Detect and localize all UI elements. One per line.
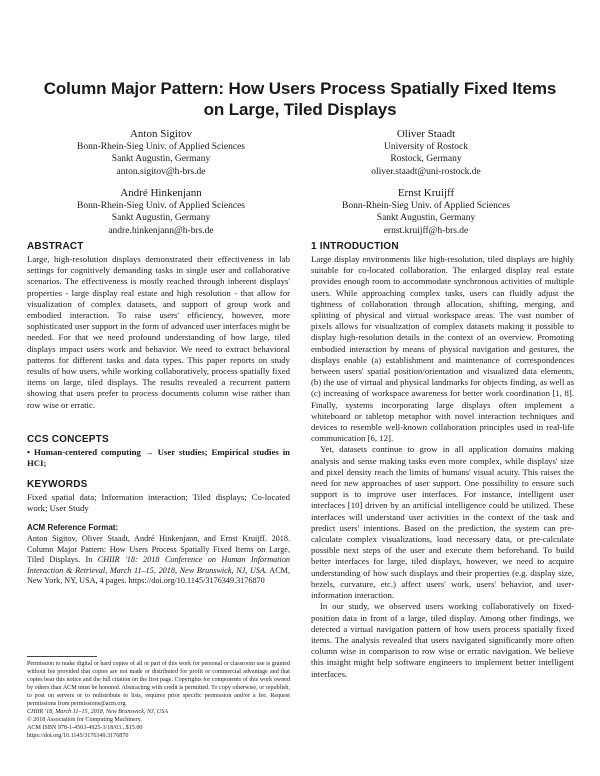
ccs-text — [27, 447, 290, 469]
author-name: Anton Sigitov — [129, 128, 193, 140]
author-affiliation: University of Rostock — [384, 142, 468, 152]
author-affiliation: Bonn-Rhein-Sieg Univ. of Applied Sciences — [342, 201, 510, 211]
introduction-text — [311, 254, 574, 680]
introduction-paragraph-1: Large display environments like high-resolution, tiled displays are highly suitable for co-located collaboration. The enlarged display real estate provides enough room to accommodate synchronous activities of multiple users. While approaching complex tasks, users can fluidly adjust the tightness of collaboration through allocation, shifting, merging, and splitting of physical and virtual workspace areas. The vast number of pixels allows for visualization of complex datasets making it possible to display high-resolution details in the context of an overview. Promoting embodied interaction by means of physical navigation and gestures, the displays enable (a) establishment and maintenance of correspondences between users' spatial position/orientation and visualized data elements, (b) the use of virtual and physical landmarks for objects finding, as well as (c) increasing of workspace awareness for better work coordination [1, 8]. Finally, systems incorporating large displays often implement a whiteboard or tabletop metaphor with novel interaction techniques and devices to resemble well-known collaboration principles used in real-life communication [6, 12]. — [311, 254, 574, 444]
keywords-paragraph: Fixed spatial data; Information interaction; Tiled displays; Co-located work; User Study — [27, 492, 290, 514]
introduction-paragraph-2: Yet, datasets continue to grow in all application domains making analysis and sense making tasks even more complex, while displays' size and pixel density reach the limits of humans' visual acuity. This raises the need for new approaches of user support. One possibility to ensure such support is to improve user interfaces. For instance, intelligent user interfaces [10] driven by an artificial intelligence could be utilized. These interfaces will understand user activities in the context of the task and predict users' intentions. Based on the prediction, the system can pre-calculate complex visualizations, load necessary data, or pre-calculate possible next steps of the user and execute them beforehand. To build better interfaces for large, tiled displays, however, we need to acquire understanding of how such displays and their properties (e.g. display size, bezels, curvature, etc.) affect users' work, users' behavior, and user-information interaction. — [311, 444, 574, 601]
author-name: André Hinkenjann — [120, 187, 202, 199]
author-name: Ernst Kruijff — [397, 187, 455, 199]
author-affiliation: Bonn-Rhein-Sieg Univ. of Applied Sciences — [77, 142, 245, 152]
keywords-text — [27, 492, 290, 514]
author-location: Sankt Augustin, Germany — [111, 213, 211, 224]
author-email: andre.hinkenjann@h-brs.de — [108, 225, 214, 236]
abstract-heading: ABSTRACT — [27, 241, 84, 252]
author-affiliation: Bonn-Rhein-Sieg Univ. of Applied Sciences — [77, 201, 245, 211]
footnote-conference: CHIIR '18, March 11–15, 2018, New Brunswick, NJ, USA — [27, 709, 168, 715]
author-email: oliver.staadt@uni-rostock.de — [371, 166, 481, 177]
reference-paragraph — [27, 534, 290, 587]
footnote — [27, 660, 290, 740]
reference-heading: ACM Reference Format: — [27, 523, 119, 532]
author-block-4 — [306, 186, 546, 237]
reference-text — [27, 534, 290, 587]
author-block-3 — [41, 186, 281, 237]
author-name: Oliver Staadt — [396, 128, 456, 140]
author-block-2 — [306, 127, 546, 178]
footnote-permission: Permission to make digital or hard copies of all or part of this work for personal or classroom use is granted without fee provided that copies are not made or distributed for profit or commercial advantage and that copies bear this notice and the full citation on the first page. Copyrights for components of this work owned by others than ACM must be honored. Abstracting with credit is permitted. To copy otherwise, or republish, to post on servers or to redistribute to lists, requires prior specific permission and/or a fee. Request permissions from permissions@acm.org. — [27, 661, 290, 707]
introduction-heading: 1 INTRODUCTION — [311, 241, 399, 252]
footnote-doi: https://doi.org/10.1145/3176349.3176870 — [27, 733, 129, 739]
footnote-copyright: © 2018 Association for Computing Machinery. — [27, 717, 142, 723]
paper-title: Column Major Pattern: How Users Process Spatially Fixed Items on Large, Tiled Displays — [43, 79, 557, 119]
ccs-heading: CCS CONCEPTS — [27, 434, 109, 445]
author-email: ernst.kruijff@h-brs.de — [383, 225, 469, 236]
author-block-1 — [41, 127, 281, 178]
abstract-text — [27, 254, 290, 411]
author-email: anton.sigitov@h-brs.de — [116, 166, 206, 177]
keywords-heading: KEYWORDS — [27, 479, 88, 490]
ccs-paragraph: • Human-centered computing → User studies; Empirical studies in HCI; — [27, 447, 290, 469]
abstract-paragraph: Large, high-resolution displays demonstrated their effectiveness in lab settings for cognitively demanding tasks in single user and collaborative scenarios. The effectiveness is mostly reached through inherent displays' properties - large display real estate and high resolution - that allow for visualization of complex datasets, and support of group work and embodied interaction. To raise users' efficiency, however, more sophisticated user support in the form of advanced user interfaces might be needed. For that we need profound understanding of how large, tiled displays impact users work and behavior. We need to extract behavioral patterns for different tasks and data types. This paper reports on study results of how users, while working collaboratively, process spatially fixed items on large, tiled displays. The results revealed a recurrent pattern showing that users prefer to process documents column wise rather than row wise or erratic. — [27, 254, 290, 410]
reference-plain: Anton Sigitov, Oliver Staadt, André Hinkenjann, and Ernst Kruijff. 2018. Column Major Pattern: How Users Process Spatially Fixed Items on Large, Tiled Displays. In — [27, 534, 290, 564]
reference-venue: CHIIR '18: 2018 Conference on Human Information Interaction & Retrieval, March 11–15, 2018, New Brunswick, NJ, USA. — [27, 555, 291, 575]
introduction-paragraph-3: In our study, we observed users working collaboratively on fixed-position data in front of a large, tiled display. Among other findings, we detected a virtual navigation pattern of how users process spatially fixed items. The analysis revealed that users navigated significantly more often column wise in comparison to row wise or erratic navigation. We believe this insight might help software engineers to implement better intelligent interfaces. — [311, 601, 574, 679]
footnote-rule — [27, 656, 97, 657]
author-location: Sankt Augustin, Germany — [376, 213, 476, 224]
footnote-isbn: ACM ISBN 978-1-4503-4925-3/18/03...$15.00 — [27, 725, 143, 731]
author-location: Sankt Augustin, Germany — [111, 154, 211, 165]
author-location: Rostock, Germany — [390, 154, 462, 165]
reference-end: ACM, New York, NY, USA, 4 pages. https://doi.org/10.1145/3176349.3176870 — [27, 565, 290, 585]
